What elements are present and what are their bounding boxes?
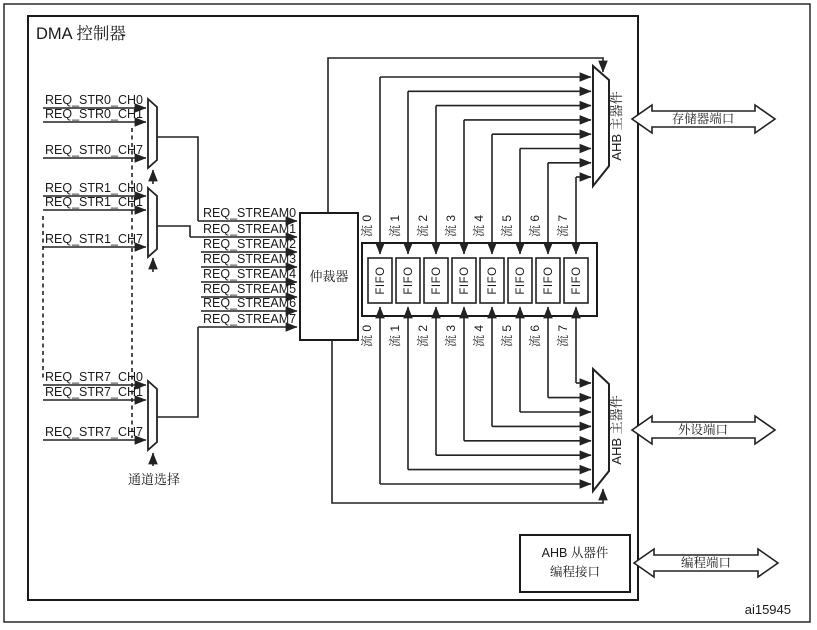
stream-request-label: REQ_STREAM4 [203,267,297,281]
top-stream-label: 流 2 [416,214,430,238]
top-stream-label: 流 6 [528,214,542,238]
channel-mux [148,99,157,168]
fifo-label: FIFO [571,266,583,295]
bottom-stream-label: 流 5 [500,324,514,348]
stream-request-label: REQ_STREAM5 [203,282,297,296]
bottom-stream-label: 流 6 [528,324,542,348]
request-input-label: REQ_STR7_CH1 [45,385,143,399]
top-stream-label: 流 1 [388,214,402,238]
fifo-label: FIFO [543,266,555,295]
stream-request-label: REQ_STREAM3 [203,252,297,266]
ahb-slave-label-line1: AHB 从器件 [541,546,609,560]
diagram-title: DMA 控制器 [36,25,126,43]
request-input-label: REQ_STR7_CH7 [45,425,143,439]
request-input-label: REQ_STR1_CH0 [45,181,143,195]
bottom-stream-label: 流 4 [472,324,486,348]
ahb-peripheral-master-mux [593,369,609,491]
fifo-label: FIFO [431,266,443,295]
bottom-stream-label: 流 0 [360,324,374,348]
bottom-stream-label: 流 2 [416,324,430,348]
stream-request-label: REQ_STREAM2 [203,237,297,251]
memory-port-label: 存储器端口 [671,112,735,126]
fifo-label: FIFO [515,266,527,295]
top-stream-label: 流 3 [444,214,458,238]
channel-select-label: 通道选择 [127,472,181,487]
request-input-label: REQ_STR7_CH0 [45,370,143,384]
ahb-slave-label-line2: 编程接口 [549,565,601,579]
stream-request-lines [190,206,297,327]
ahb-slave-box [520,535,630,592]
channel-mux [148,381,157,450]
fifo-label: FIFO [403,266,415,295]
arbiter-label: 仲裁器 [309,269,349,284]
bottom-stream-label: 流 1 [388,324,402,348]
request-input-label: REQ_STR1_CH7 [45,232,143,246]
stream-request-label: REQ_STREAM7 [203,312,297,326]
request-input-label: REQ_STR0_CH0 [45,93,143,107]
fifo-label: FIFO [487,266,499,295]
stream-request-label: REQ_STREAM0 [203,206,297,220]
stream-request-label: REQ_STREAM1 [203,222,297,236]
channel-mux [148,188,157,257]
ahb-peripheral-master-label: AHB 主器件 [609,395,624,465]
top-stream-label: 流 4 [472,214,486,238]
fifo-label: FIFO [459,266,471,295]
request-input-label: REQ_STR0_CH1 [45,107,143,121]
request-input-label: REQ_STR0_CH7 [45,143,143,157]
ahb-memory-master-label: AHB 主器件 [609,91,624,161]
programming-port-label: 编程端口 [680,556,732,570]
top-stream-label: 流 7 [556,214,570,238]
request-input-label: REQ_STR1_CH1 [45,195,143,209]
top-stream-label: 流 0 [360,214,374,238]
figure-id: ai15945 [744,602,791,617]
fifo-label: FIFO [375,266,387,295]
stream-request-label: REQ_STREAM6 [203,296,297,310]
ahb-memory-master-mux [593,66,609,186]
bottom-stream-label: 流 7 [556,324,570,348]
top-stream-label: 流 5 [500,214,514,238]
bottom-stream-label: 流 3 [444,324,458,348]
peripheral-port-label: 外设端口 [677,423,729,437]
